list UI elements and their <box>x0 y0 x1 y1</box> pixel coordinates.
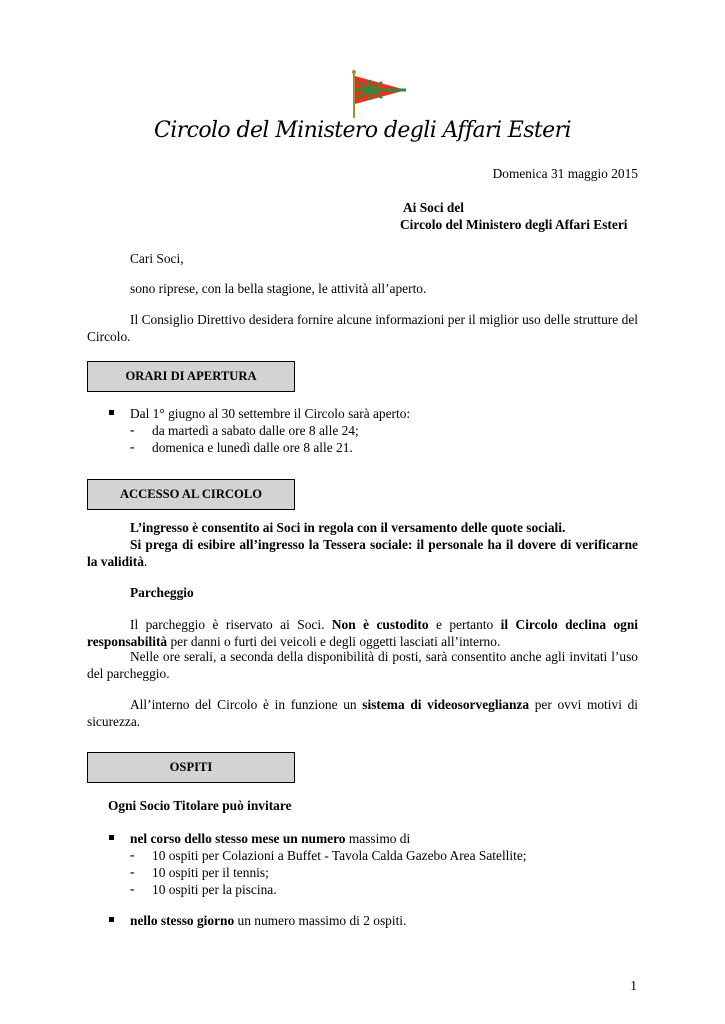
p3-b: sistema di videosorveglianza <box>362 697 530 712</box>
p3-c: per ovvi motivi di sicurezza. <box>87 697 638 729</box>
ospiti-item-3: 10 ospiti per la piscina. <box>152 882 277 897</box>
ospiti-bullet-1 <box>130 830 410 847</box>
accesso-line-2-bold: Si prega di esibire all’ingresso la Tessera sociale: il personale ha il dovere di verificarne la validità <box>87 537 638 569</box>
p1-d: il Circolo declina ogni responsabilità <box>87 617 639 649</box>
bullet-icon <box>109 835 114 840</box>
parcheggio-paragraph-2: Nelle ore serali, a seconda della disponibilità di posti, sarà consentito anche agli invitati l’uso del parcheggio. <box>87 649 638 681</box>
parcheggio-paragraph-1 <box>87 616 638 650</box>
orari-item-2: domenica e lunedì dalle ore 8 alle 21. <box>152 440 353 455</box>
p3-a: All’interno del Circolo è in funzione un <box>130 697 363 712</box>
ospiti-item-1: 10 ospiti per Colazioni a Buffet - Tavola Calda Gazebo Area Satellite; <box>152 848 527 863</box>
dash-icon: - <box>130 439 135 454</box>
dash-icon: - <box>130 881 135 896</box>
bullet-icon <box>109 917 114 922</box>
p1-b: Non è custodito <box>331 617 429 632</box>
ospiti-intro: Ogni Socio Titolare può invitare <box>108 798 292 813</box>
parcheggio-title: Parcheggio <box>130 585 194 600</box>
p1-e: per danni o furti dei veicoli e degli oggetti lasciati all’interno. <box>167 634 501 649</box>
recipient-line-1: Ai Soci del <box>403 200 465 215</box>
page-number: 1 <box>630 978 637 993</box>
dash-icon: - <box>130 847 135 862</box>
p1-a: Il parcheggio è riservato ai Soci. <box>130 617 332 632</box>
b1-bold: nel corso dello stesso mese un numero <box>130 831 346 846</box>
section-heading-accesso: ACCESSO AL CIRCOLO <box>87 479 295 510</box>
section-heading-orari: ORARI DI APERTURA <box>87 361 295 392</box>
bullet-icon <box>109 410 114 415</box>
dash-icon: - <box>130 864 135 879</box>
p1-c: e pertanto <box>428 617 501 632</box>
accesso-line-2 <box>87 536 638 570</box>
videosorveglianza-paragraph <box>87 696 638 730</box>
dash-icon: - <box>130 422 135 437</box>
recipient-line-2: Circolo del Ministero degli Affari Esteri <box>400 217 628 232</box>
intro-line-2: Il Consiglio Direttivo desidera fornire alcune informazioni per il miglior uso delle strutture del Circolo. <box>87 312 638 344</box>
letter-date: Domenica 31 maggio 2015 <box>492 166 638 181</box>
club-flag-logo <box>348 70 410 120</box>
accesso-line-1: L’ingresso è consentito ai Soci in regola con il versamento delle quote sociali. <box>130 520 566 535</box>
club-title: Circolo del Ministero degli Affari Esteri <box>154 118 571 143</box>
ospiti-bullet-2 <box>130 912 406 929</box>
b2-bold: nello stesso giorno <box>130 913 235 928</box>
intro-line-1: sono riprese, con la bella stagione, le attività all’aperto. <box>130 281 427 296</box>
section-heading-ospiti: OSPITI <box>87 752 295 783</box>
orari-bullet: Dal 1° giugno al 30 settembre il Circolo sarà aperto: <box>130 406 411 421</box>
greeting: Cari Soci, <box>130 251 184 266</box>
accesso-line-2-end: . <box>143 554 148 569</box>
ospiti-item-2: 10 ospiti per il tennis; <box>152 865 269 880</box>
b2-rest: un numero massimo di 2 ospiti. <box>234 913 407 928</box>
b1-rest: massimo di <box>345 831 411 846</box>
orari-item-1: da martedì a sabato dalle ore 8 alle 24; <box>152 423 359 438</box>
